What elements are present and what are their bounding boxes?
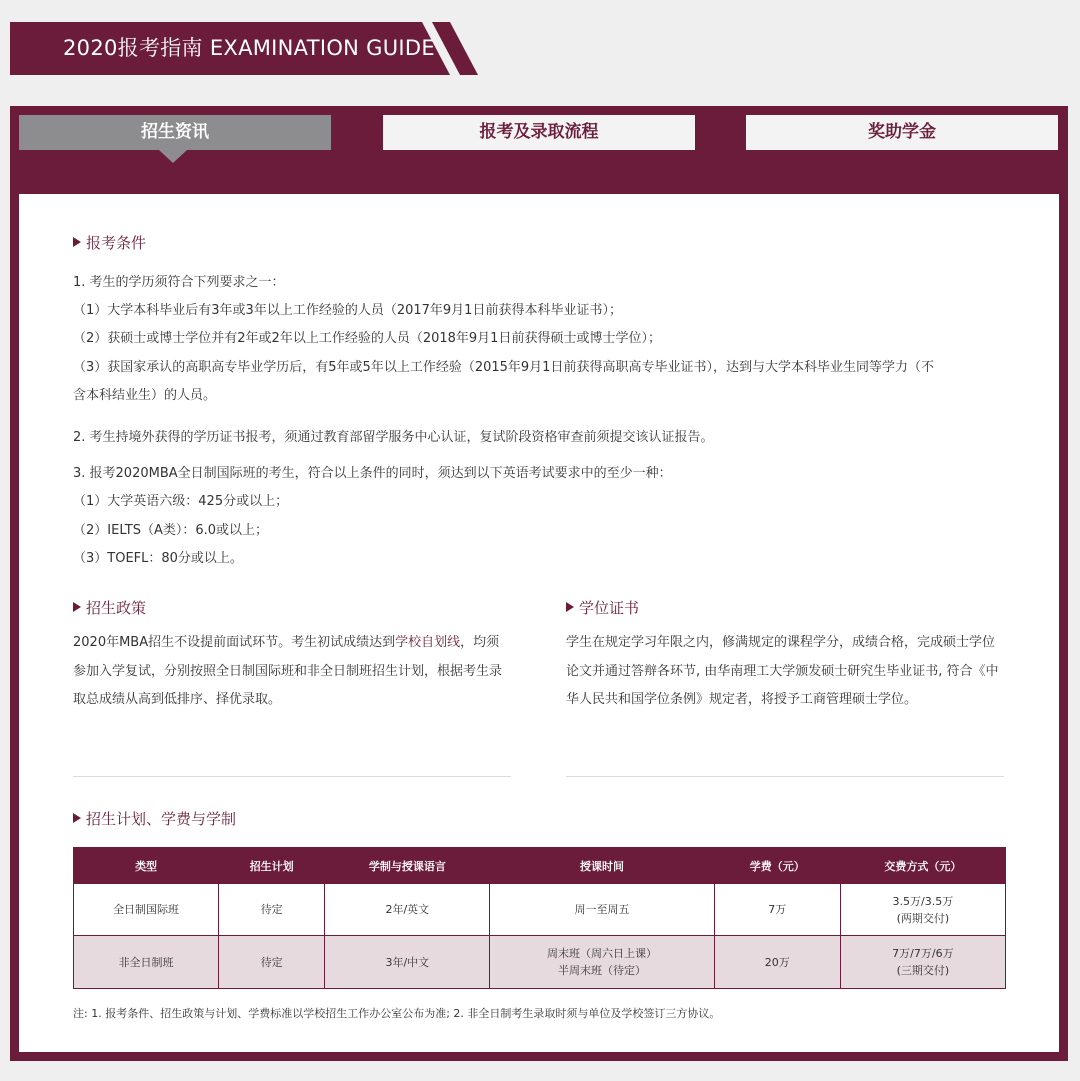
condition-item-1c: （3）获国家承认的高职高专毕业学历后，有5年或5年以上工作经验（2015年9月1日前获得高职高专毕业证书），达到与大学本科毕业生同等学力（不 bbox=[73, 360, 934, 375]
header-banner bbox=[10, 22, 480, 75]
cell-schedule: 周末班（周六日上课） 半周末班（待定） bbox=[490, 936, 714, 989]
cell-quota: 待定 bbox=[219, 936, 325, 989]
degree-title: 学位证书 bbox=[566, 597, 639, 618]
cell-type: 非全日制班 bbox=[74, 936, 219, 989]
condition-item-1: 1. 考生的学历须符合下列要求之一： bbox=[73, 275, 285, 290]
header-fee: 学费（元） bbox=[714, 848, 840, 884]
condition-item-1a: （1）大学本科毕业后有3年或3年以上工作经验的人员（2017年9月1日前获得本科毕业证书）； bbox=[73, 303, 622, 318]
tab-scholarships[interactable]: 奖助学金 bbox=[746, 115, 1058, 150]
triangle-bullet-icon bbox=[73, 602, 81, 612]
header-payment: 交费方式（元） bbox=[840, 848, 1005, 884]
condition-item-3b: （2）IELTS（A类）：6.0或以上； bbox=[73, 523, 269, 538]
plan-table bbox=[73, 847, 1006, 989]
cell-duration: 2年/英文 bbox=[325, 884, 490, 936]
plan-title: 招生计划、学费与学制 bbox=[73, 808, 236, 829]
condition-item-3a: （1）大学英语六级：425分或以上； bbox=[73, 494, 289, 509]
cell-duration: 3年/中文 bbox=[325, 936, 490, 989]
condition-item-1c-cont: 含本科结业生）的人员。 bbox=[73, 388, 217, 403]
policy-title: 招生政策 bbox=[73, 597, 146, 618]
condition-item-2: 2. 考生持境外获得的学历证书报考，须通过教育部留学服务中心认证，复试阶段资格审查前须提交该认证报告。 bbox=[73, 430, 714, 445]
header-quota: 招生计划 bbox=[219, 848, 325, 884]
cell-type: 全日制国际班 bbox=[74, 884, 219, 936]
header-schedule: 授课时间 bbox=[490, 848, 714, 884]
divider-left bbox=[73, 776, 511, 777]
condition-item-3: 3. 报考2020MBA全日制国际班的考生，符合以上条件的同时，须达到以下英语考试要求中的至少一种： bbox=[73, 466, 672, 481]
header-duration: 学制与授课语言 bbox=[325, 848, 490, 884]
condition-item-3c: （3）TOEFL：80分或以上。 bbox=[73, 551, 243, 566]
table-row bbox=[74, 936, 1006, 989]
cell-payment: 7万/7万/6万 (三期交付) bbox=[840, 936, 1005, 989]
conditions-title: 报考条件 bbox=[73, 232, 146, 253]
divider-right bbox=[566, 776, 1004, 777]
header-type: 类型 bbox=[74, 848, 219, 884]
table-row bbox=[74, 884, 1006, 936]
triangle-bullet-icon bbox=[73, 813, 81, 823]
policy-text: 2020年MBA招生不设提前面试环节。考生初试成绩达到学校自划线，均须参加入学复试，分别按照全日制国际班和非全日制班招生计划，根据考生录取总成绩从高到低排序、择优录取。 bbox=[73, 635, 503, 707]
policy-highlight: 学校自划线 bbox=[395, 635, 461, 650]
condition-item-1b: （2）获硕士或博士学位并有2年或2年以上工作经验的人员（2018年9月1日前获得硕士或博士学位）； bbox=[73, 331, 661, 346]
footnote: 注: 1. 报考条件、招生政策与计划、学费标准以学校招生工作办公室公布为准; 2. 非全日制考生录取时须与单位及学校签订三方协议。 bbox=[73, 1007, 721, 1020]
cell-schedule: 周一至周五 bbox=[490, 884, 714, 936]
content-area bbox=[19, 194, 1059, 1052]
table-header-row bbox=[74, 848, 1006, 884]
cell-fee: 20万 bbox=[714, 936, 840, 989]
active-tab-pointer bbox=[159, 150, 187, 163]
triangle-bullet-icon bbox=[566, 602, 574, 612]
page-title: 2020报考指南 EXAMINATION GUIDE bbox=[63, 36, 435, 60]
tab-application-process[interactable]: 报考及录取流程 bbox=[383, 115, 695, 150]
cell-fee: 7万 bbox=[714, 884, 840, 936]
tab-admission-info[interactable]: 招生资讯 bbox=[19, 115, 331, 150]
guide-panel bbox=[10, 106, 1068, 1061]
triangle-bullet-icon bbox=[73, 237, 81, 247]
cell-payment: 3.5万/3.5万 (两期交付) bbox=[840, 884, 1005, 936]
degree-text: 学生在规定学习年限之内，修满规定的课程学分，成绩合格，完成硕士学位论文并通过答辩各环节, 由华南理工大学颁发硕士研究生毕业证书, 符合《中华人民共和国学位条例》规定者，将授予工商管理硕士学位。 bbox=[566, 635, 999, 707]
cell-quota: 待定 bbox=[219, 884, 325, 936]
